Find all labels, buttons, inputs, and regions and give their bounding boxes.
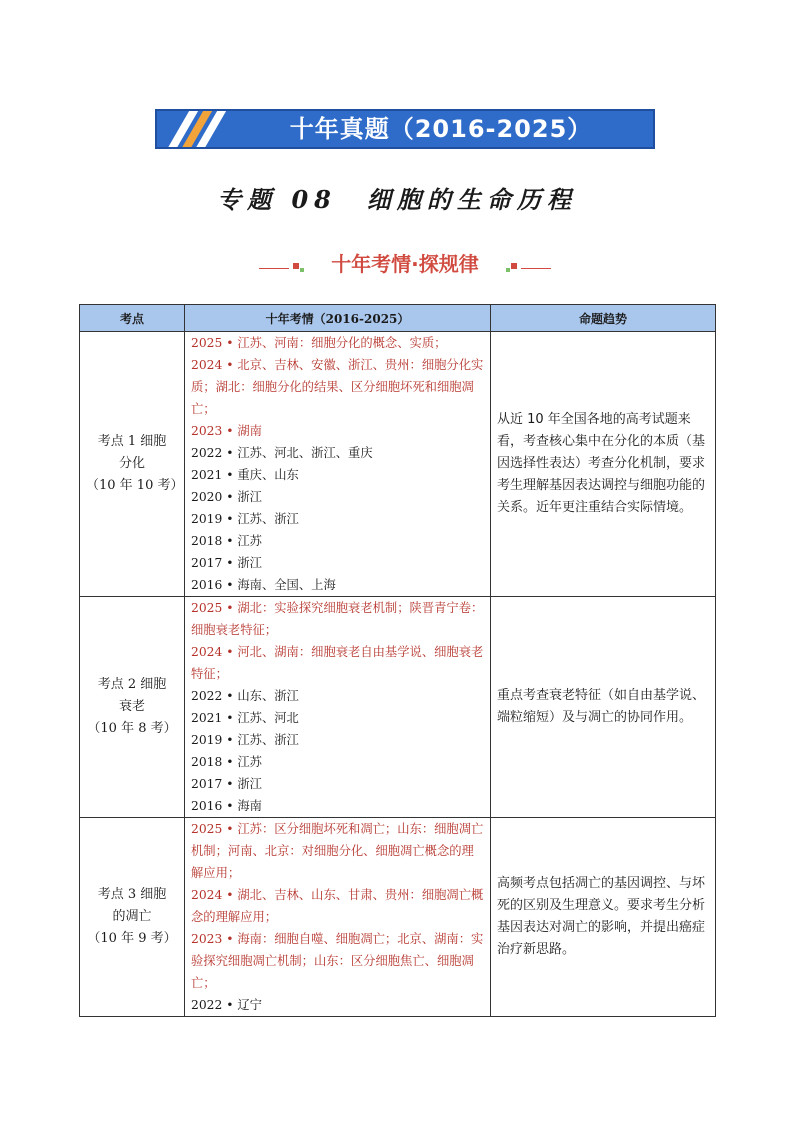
header-cell: 考点 xyxy=(80,305,185,332)
section-title: 十年考情·探规律 xyxy=(331,252,479,276)
history-line: 2025 • 江苏：区分细胞坏死和凋亡；山东：细胞凋亡机制；河南、北京：对细胞分化、细胞凋亡概念的理解应用； xyxy=(191,822,484,880)
history-line: 2022 • 山东、浙江 xyxy=(191,689,299,703)
table-row xyxy=(80,332,716,597)
history-cell xyxy=(185,332,491,597)
history-line: 2018 • 江苏 xyxy=(191,534,262,548)
topic-title: 专题 08 细胞的生命历程 xyxy=(217,185,577,214)
exam-point-count: （10 年 9 考） xyxy=(87,931,177,946)
decor-square xyxy=(506,268,510,272)
history-cell xyxy=(185,597,491,818)
table-row xyxy=(80,597,716,818)
history-line: 2024 • 北京、吉林、安徽、浙江、贵州：细胞分化实质；湖北：细胞分化的结果、区分细胞坏死和细胞凋亡； xyxy=(191,358,484,416)
table-header-row xyxy=(80,305,716,332)
history-line: 2021 • 重庆、山东 xyxy=(191,468,299,482)
exam-point-name: 考点 2 细胞衰老 xyxy=(97,677,167,714)
history-line: 2022 • 江苏、河北、浙江、重庆 xyxy=(191,446,373,460)
title-banner xyxy=(155,109,655,149)
exam-point-cell xyxy=(80,332,185,597)
history-line: 2024 • 湖北、吉林、山东、甘肃、贵州：细胞凋亡概念的理解应用； xyxy=(191,888,484,924)
history-line: 2024 • 河北、湖南：细胞衰老自由基学说、细胞衰老特征； xyxy=(191,645,484,681)
history-line: 2019 • 江苏、浙江 xyxy=(191,512,299,526)
exam-table xyxy=(79,304,716,1017)
history-line: 2023 • 海南：细胞自噬、细胞凋亡；北京、湖南：实验探究细胞凋亡机制；山东：区分细胞焦亡、细胞凋亡； xyxy=(191,932,484,990)
exam-point-cell xyxy=(80,597,185,818)
history-line: 2023 • 湖南 xyxy=(191,424,262,438)
trend-cell: 重点考查衰老特征（如自由基学说、端粒缩短）及与凋亡的协同作用。 xyxy=(491,597,716,818)
history-cell xyxy=(185,818,491,1017)
decor-square xyxy=(511,263,517,269)
decor-line xyxy=(521,268,551,269)
history-line: 2025 • 湖北：实验探究细胞衰老机制；陕晋青宁卷：细胞衰老特征； xyxy=(191,601,484,637)
history-line: 2017 • 浙江 xyxy=(191,556,262,570)
exam-point-count: （10 年 10 考） xyxy=(86,478,184,493)
history-line: 2020 • 浙江 xyxy=(191,490,262,504)
exam-point-count: （10 年 8 考） xyxy=(87,721,177,736)
history-line: 2025 • 江苏、河南：细胞分化的概念、实质； xyxy=(191,336,447,350)
trend-cell: 高频考点包括凋亡的基因调控、与坏死的区别及生理意义。要求考生分析基因表达对凋亡的影响，并提出癌症治疗新思路。 xyxy=(491,818,716,1017)
decor-line xyxy=(259,268,289,269)
header-cell: 十年考情（2016-2025） xyxy=(185,305,491,332)
banner-title: 十年真题（2016-2025） xyxy=(289,115,593,143)
exam-point-name: 考点 3 细胞的凋亡 xyxy=(97,887,167,924)
exam-point-cell xyxy=(80,818,185,1017)
history-line: 2018 • 江苏 xyxy=(191,755,262,769)
history-line: 2021 • 江苏、河北 xyxy=(191,711,299,725)
section-heading xyxy=(259,248,551,280)
history-line: 2016 • 海南、全国、上海 xyxy=(191,578,336,592)
table-row xyxy=(80,818,716,1017)
exam-point-name: 考点 1 细胞分化 xyxy=(97,434,167,471)
history-line: 2022 • 辽宁 xyxy=(191,998,262,1012)
header-cell: 命题趋势 xyxy=(491,305,716,332)
trend-cell: 从近 10 年全国各地的高考试题来看，考查核心集中在分化的本质（基因选择性表达）考查分化机制，要求考生理解基因表达调控与细胞功能的关系。近年更注重结合实际情境。 xyxy=(491,332,716,597)
history-line: 2019 • 江苏、浙江 xyxy=(191,733,299,747)
history-line: 2016 • 海南 xyxy=(191,799,262,813)
history-line: 2017 • 浙江 xyxy=(191,777,262,791)
decor-square xyxy=(293,263,299,269)
